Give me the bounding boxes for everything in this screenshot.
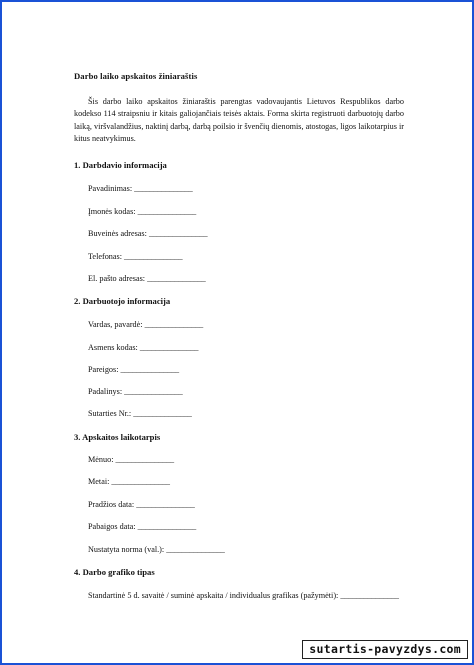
field-start-date [88, 499, 195, 512]
field-position [88, 364, 179, 377]
field-company-code [88, 206, 196, 219]
fill-in-blank: _______________ [120, 365, 179, 374]
field-label: Padalinys: [88, 387, 123, 396]
field-label: Įmonės kodas: [88, 207, 136, 216]
section-heading-schedule-type: 4. Darbo grafiko tipas [74, 567, 155, 577]
field-label: Telefonas: [88, 252, 122, 261]
fill-in-blank: _______________ [136, 500, 195, 509]
intro-paragraph: Šis darbo laiko apskaitos žiniaraštis parengtas vadovaujantis Lietuvos Respublikos darbo kodekso 114 straipsniu ir kitais galiojančiais teisės aktais. Forma skirta registruoti darbuotojų darbo laiką, viršvalandžius, naktinį darbą, darbą poilsio ir švenčių dienomis, atostogas, ligos laikotarpius ir kitus neatvykimus. [74, 96, 404, 144]
document-title: Darbo laiko apskaitos žiniaraštis [74, 71, 198, 81]
field-full-name [88, 319, 203, 332]
field-year [88, 476, 170, 489]
section-heading-employee: 2. Darbuotojo informacija [74, 296, 171, 306]
fill-in-blank: _______________ [147, 274, 206, 283]
field-set-norm-hours [88, 544, 225, 557]
field-phone [88, 251, 182, 264]
field-label: Pabaigos data: [88, 522, 136, 531]
field-registered-address [88, 228, 207, 241]
fill-in-blank: _______________ [340, 591, 399, 600]
field-contract-number [88, 408, 192, 421]
field-department [88, 386, 183, 399]
fill-in-blank: _______________ [166, 545, 225, 554]
field-label: Pavadinimas: [88, 184, 133, 193]
field-label: Standartinė 5 d. savaitė / suminė apskaita / individualus grafikas (pažymėti): [88, 591, 339, 600]
field-label: El. pašto adresas: [88, 274, 146, 283]
field-month [88, 454, 174, 467]
fill-in-blank: _______________ [111, 477, 170, 486]
field-label: Pareigos: [88, 365, 119, 374]
fill-in-blank: _______________ [137, 207, 196, 216]
field-label: Asmens kodas: [88, 343, 138, 352]
field-email [88, 273, 206, 286]
field-label: Vardas, pavardė: [88, 320, 143, 329]
site-watermark: sutartis-pavyzdys.com [302, 640, 468, 659]
field-label: Pradžios data: [88, 500, 135, 509]
fill-in-blank: _______________ [137, 522, 196, 531]
fill-in-blank: _______________ [134, 184, 193, 193]
field-end-date [88, 521, 196, 534]
fill-in-blank: _______________ [133, 409, 192, 418]
section-heading-employer: 1. Darbdavio informacija [74, 160, 167, 170]
fill-in-blank: _______________ [124, 387, 183, 396]
field-personal-code [88, 342, 198, 355]
fill-in-blank: _______________ [144, 320, 204, 329]
document-body [74, 70, 404, 600]
field-label: Buveinės adresas: [88, 229, 147, 238]
field-label: Nustatyta norma (val.): [88, 545, 165, 554]
fill-in-blank: _______________ [124, 252, 183, 261]
field-schedule-type [88, 590, 399, 603]
fill-in-blank: _______________ [148, 229, 208, 238]
section-heading-period: 3. Apskaitos laikotarpis [74, 432, 161, 442]
fill-in-blank: _______________ [139, 343, 199, 352]
fill-in-blank: _______________ [115, 455, 174, 464]
field-employer-name [88, 183, 193, 196]
field-label: Sutarties Nr.: [88, 409, 132, 418]
field-label: Metai: [88, 477, 110, 486]
field-label: Mėnuo: [88, 455, 114, 464]
